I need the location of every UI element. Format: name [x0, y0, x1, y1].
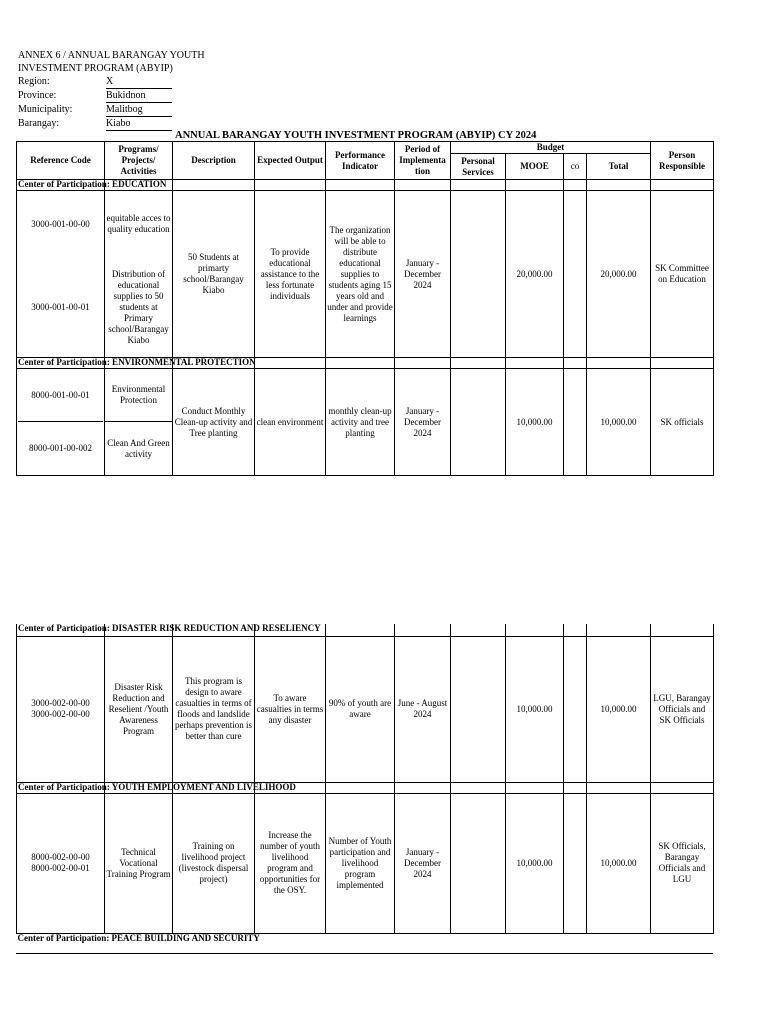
bottom-rule: [16, 953, 713, 954]
category-label: Center of Participation: PEACE BUILDING AND SECURITY: [17, 932, 260, 943]
col-programs: Programs/ Projects/ Activities: [105, 142, 173, 180]
province-value: Bukidnon: [106, 89, 172, 103]
col-co: co: [564, 154, 587, 180]
program-name: equitable acces to quality education: [106, 213, 171, 234]
reference-code: 3000-002-00-00: [31, 698, 90, 708]
co-amount: [564, 636, 587, 782]
annex-title-line2: INVESTMENT PROGRAM (ABYIP): [18, 63, 173, 74]
annex-header: [18, 49, 205, 131]
reference-code: 8000-001-00-002: [29, 443, 92, 453]
col-description: Description: [173, 142, 255, 180]
person-responsible: LGU, Barangay Officials and SK Officials: [651, 636, 714, 782]
region-row: [18, 75, 205, 89]
table-row: [17, 793, 714, 933]
person-responsible: SK Officials, Barangay Officials and LGU: [651, 793, 714, 933]
abyip-table-bottom: [16, 624, 714, 944]
table-row: [17, 191, 714, 358]
expected-output: Increase the number of youth livelihood program and opportunities for the OSY.: [255, 793, 326, 933]
co-amount: [564, 793, 587, 933]
expected-output: To aware casualties in terms any disaster: [255, 636, 326, 782]
person-responsible: SK officials: [651, 369, 714, 476]
reference-code: 3000-002-00-00: [31, 709, 90, 719]
category-label: Center of Participation: ENVIRONMENTAL PROTECTION: [18, 357, 256, 367]
period: January - December 2024: [395, 369, 451, 476]
program-name: Disaster Risk Reduction and Reselient /Youth Awareness Program: [105, 636, 173, 782]
period: June - August 2024: [395, 636, 451, 782]
description: Conduct Monthly Clean-up activity and Tree planting: [173, 369, 255, 476]
col-mooe: MOOE: [506, 154, 564, 180]
total-amount: 10,000.00: [587, 636, 651, 782]
mooe-amount: 20,000.00: [506, 191, 564, 358]
category-row: [17, 782, 714, 793]
region-label: Region:: [18, 76, 50, 87]
person-responsible: SK Committee on Education: [651, 191, 714, 358]
reference-code: 8000-002-00-01: [31, 863, 90, 873]
col-period: Period of Implementa tion: [395, 142, 451, 180]
category-row: [17, 933, 714, 944]
performance-indicator: Number of Youth participation and livelihood program implemented: [326, 793, 395, 933]
col-personal-services: Personal Services: [451, 154, 506, 180]
col-budget: Budget: [451, 142, 651, 154]
region-value: X: [106, 75, 172, 89]
reference-code: 8000-001-00-01: [18, 369, 103, 422]
category-row: [17, 180, 714, 191]
program-name: Distribution of educational supplies to 50 students at Primary school/Barangay Kiabo: [108, 268, 169, 345]
category-label: Center of Participation: EDUCATION: [18, 179, 167, 189]
total-amount: 20,000.00: [587, 191, 651, 358]
period: January - December 2024: [395, 793, 451, 933]
total-amount: 10,000.00: [587, 793, 651, 933]
total-amount: 10,000.00: [587, 369, 651, 476]
period: January - December 2024: [395, 191, 451, 358]
col-total: Total: [587, 154, 651, 180]
col-performance-indicator: Performance Indicator: [326, 142, 395, 180]
mooe-amount: 10,000.00: [506, 793, 564, 933]
barangay-value: Kiabo: [106, 117, 172, 131]
description: This program is design to aware casualties in terms of floods and landslide perhaps prevention is better than cure: [173, 636, 255, 782]
co-amount: [564, 191, 587, 358]
col-reference-code: Reference Code: [17, 142, 105, 180]
expected-output: To provide educational assistance to the less fortunate individuals: [255, 191, 326, 358]
reference-code: 8000-002-00-00: [31, 852, 90, 862]
abyip-table-top: [16, 141, 714, 476]
category-label: Center of Participation: DISASTER RISK REDUCTION AND RESELIENCY: [18, 623, 321, 633]
performance-indicator: 90% of youth are aware: [326, 636, 395, 782]
reference-code: 3000-001-00-01: [31, 301, 90, 312]
performance-indicator: monthly clean-up activity and tree planting: [326, 369, 395, 476]
municipality-label: Municipality:: [18, 104, 73, 115]
program-name: Environmental Protection: [105, 369, 172, 422]
expected-output: clean environment: [255, 369, 326, 476]
program-name: Clean And Green activity: [107, 437, 170, 459]
municipality-value: Malitbog: [106, 103, 172, 117]
mooe-amount: 10,000.00: [506, 636, 564, 782]
mooe-amount: 10,000.00: [506, 369, 564, 476]
province-row: [18, 89, 205, 103]
barangay-label: Barangay:: [18, 118, 60, 129]
personal-services: [451, 191, 506, 358]
description: Training on livelihood project (livestock dispersal project): [173, 793, 255, 933]
province-label: Province:: [18, 90, 57, 101]
personal-services: [451, 369, 506, 476]
co-amount: [564, 369, 587, 476]
table-row: [17, 369, 714, 476]
performance-indicator: The organization will be able to distribute educational supplies to students aging 15 years old and under and provide learnings: [326, 191, 395, 358]
category-row: [17, 624, 714, 636]
category-row: [17, 358, 714, 369]
reference-code: 3000-001-00-00: [31, 218, 90, 229]
personal-services: [451, 793, 506, 933]
table-row: [17, 636, 714, 782]
document-title: ANNUAL BARANGAY YOUTH INVESTMENT PROGRAM (ABYIP) CY 2024: [175, 130, 537, 141]
program-name: Technical Vocational Training Program: [105, 793, 173, 933]
barangay-row: [18, 117, 205, 131]
description: 50 Students at primarty school/Barangay Kiabo: [173, 191, 255, 358]
col-expected-output: Expected Output: [255, 142, 326, 180]
col-person-responsible: Person Responsible: [651, 142, 714, 180]
category-label: Center of Participation: YOUTH EMPLOYMENT AND LIVELIHOOD: [18, 781, 296, 792]
personal-services: [451, 636, 506, 782]
annex-title-line1: ANNEX 6 / ANNUAL BARANGAY YOUTH: [18, 50, 205, 61]
municipality-row: [18, 103, 205, 117]
